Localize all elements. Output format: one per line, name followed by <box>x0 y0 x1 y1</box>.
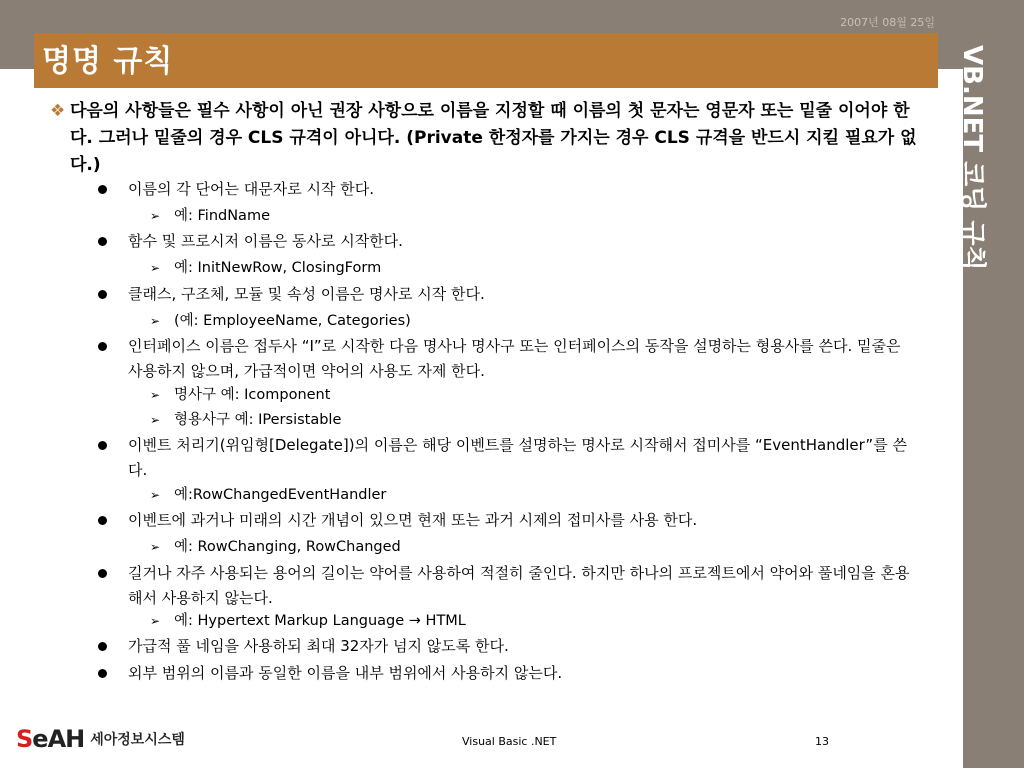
slide-date: 2007년 08월 25일 <box>840 16 935 29</box>
example-text: 예: FindName <box>174 208 270 224</box>
example-item <box>150 204 910 228</box>
logo-mark <box>16 725 84 753</box>
arrow-bullet-icon: ➢ <box>150 614 161 628</box>
dot-bullet-icon <box>98 290 107 299</box>
dot-bullet-icon <box>98 569 107 578</box>
arrow-bullet-icon: ➢ <box>150 488 161 502</box>
dot-bullet-icon <box>98 516 107 525</box>
list-item-text: 가급적 풀 네임을 사용하되 최대 32자가 넘지 않도록 한다. <box>128 637 509 655</box>
company-logo <box>16 724 185 754</box>
page-number: 13 <box>815 735 829 748</box>
arrow-bullet-icon: ➢ <box>150 413 161 427</box>
example-item <box>150 256 910 280</box>
list-item-text: 인터페이스 이름은 접두사 “I”로 시작한 다음 명사나 명사구 또는 인터페이스의 동작을 설명하는 형용사를 쓴다. 밑줄은 사용하지 않으며, 가급적이면 약어의 사용도 자제 한다. <box>128 337 901 380</box>
list-item <box>98 282 918 307</box>
dot-bullet-icon <box>98 441 107 450</box>
example-item <box>150 408 910 432</box>
dot-bullet-icon <box>98 669 107 678</box>
list-item-text: 이벤트에 과거나 미래의 시간 개념이 있으면 현재 또는 과거 시제의 접미사를 사용 한다. <box>128 511 698 529</box>
example-text: 명사구 예: Icomponent <box>174 387 331 403</box>
example-item <box>150 383 910 407</box>
list-item <box>98 661 918 686</box>
intro-text: 다음의 사항들은 필수 사항이 아닌 권장 사항으로 이름을 지정할 때 이름의 첫 문자는 영문자 또는 밑줄 이어야 한다. 그러나 밑줄의 경우 CLS 규격이 아니다. (Private 한정자를 가지는 경우 CLS 규격을 반드시 지킬 필요가 없다.) <box>70 101 917 175</box>
example-item <box>150 309 910 333</box>
list-item <box>98 508 918 533</box>
side-title: VB.NET 코딩 규칙 <box>957 45 987 271</box>
list-item-text: 이름의 각 단어는 대문자로 시작 한다. <box>128 180 374 198</box>
logo-mark-rest: eAH <box>32 725 85 753</box>
list-item <box>98 229 918 254</box>
example-text: 형용사구 예: IPersistable <box>174 412 342 428</box>
footer-title: Visual Basic .NET <box>462 735 557 748</box>
diamond-bullet-icon: ❖ <box>50 101 66 121</box>
list-item <box>98 334 918 384</box>
arrow-bullet-icon: ➢ <box>150 261 161 275</box>
example-text: (예: EmployeeName, Categories) <box>174 313 411 329</box>
logo-mark-initial: S <box>16 725 33 753</box>
example-item <box>150 483 910 507</box>
example-text: 예: RowChanging, RowChanged <box>174 539 401 555</box>
example-item <box>150 535 910 559</box>
list-item <box>98 433 918 483</box>
dot-bullet-icon <box>98 342 107 351</box>
slide-title: 명명 규칙 <box>42 44 174 79</box>
arrow-bullet-icon: ➢ <box>150 314 161 328</box>
list-item-text: 함수 및 프로시저 이름은 동사로 시작한다. <box>128 232 403 250</box>
arrow-bullet-icon: ➢ <box>150 540 161 554</box>
intro-bullet-item <box>50 98 930 179</box>
list-item <box>98 177 918 202</box>
list-item <box>98 561 918 611</box>
dot-bullet-icon <box>98 185 107 194</box>
list-item-text: 클래스, 구조체, 모듈 및 속성 이름은 명사로 시작 한다. <box>128 285 485 303</box>
list-item <box>98 634 918 659</box>
example-item <box>150 609 910 633</box>
logo-company-name: 세아정보시스템 <box>90 732 185 748</box>
list-item-text: 이벤트 처리기(위임형[Delegate])의 이름은 해당 이벤트를 설명하는 명사로 시작해서 접미사를 “EventHandler”를 쓴다. <box>128 436 907 479</box>
list-item-text: 외부 범위의 이름과 동일한 이름을 내부 범위에서 사용하지 않는다. <box>128 664 563 682</box>
example-text: 예: Hypertext Markup Language → HTML <box>174 613 466 629</box>
example-text: 예:RowChangedEventHandler <box>174 487 387 503</box>
example-text: 예: InitNewRow, ClosingForm <box>174 260 382 276</box>
arrow-bullet-icon: ➢ <box>150 209 161 223</box>
dot-bullet-icon <box>98 237 107 246</box>
dot-bullet-icon <box>98 642 107 651</box>
list-item-text: 길거나 자주 사용되는 용어의 길이는 약어를 사용하여 적절히 줄인다. 하지만 하나의 프로젝트에서 약어와 풀네임을 혼용해서 사용하지 않는다. <box>128 564 910 607</box>
arrow-bullet-icon: ➢ <box>150 388 161 402</box>
